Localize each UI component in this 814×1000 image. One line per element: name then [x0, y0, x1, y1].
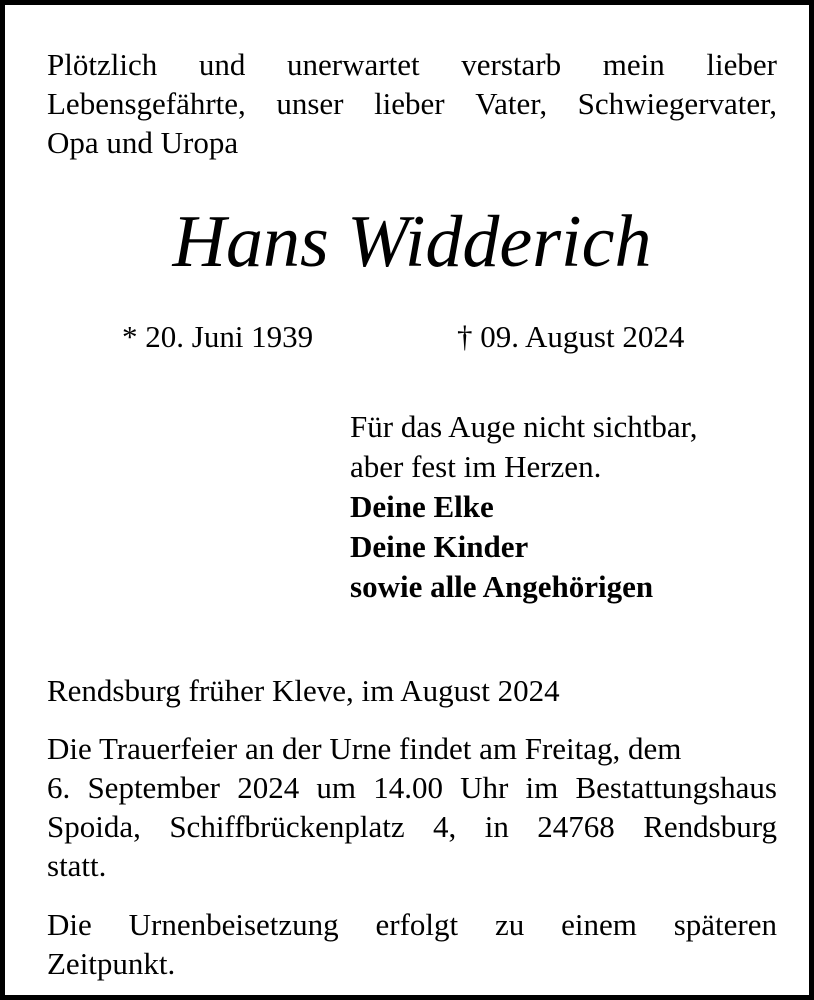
burial-word: Die [47, 907, 92, 942]
ceremony-word: 14.00 [373, 770, 443, 805]
intro-word: mein [602, 47, 665, 82]
intro-word: verstarb [461, 47, 562, 82]
ceremony-line-4 [47, 846, 777, 885]
intro-word: lieber [706, 47, 777, 82]
intro-word: Plötzlich [47, 47, 158, 82]
signature-relatives: sowie alle Angehörigen [350, 569, 654, 604]
burial-line-1 [47, 905, 777, 944]
intro-word: unser [276, 86, 344, 121]
intro-line-2 [47, 84, 777, 123]
birth-date: * 20. Juni 1939 [122, 319, 314, 354]
signature-children: Deine Kinder [350, 529, 529, 564]
ceremony-paragraph [47, 729, 777, 885]
burial-word: erfolgt [375, 907, 459, 942]
ceremony-word: 24768 [537, 809, 615, 844]
burial-paragraph [47, 905, 777, 983]
ceremony-line-2 [47, 768, 777, 807]
intro-word: und [198, 47, 246, 82]
burial-text: Zeitpunkt. [47, 946, 176, 981]
burial-word: späteren [673, 907, 777, 942]
intro-word: Vater, [475, 86, 548, 121]
deceased-name: Hans Widderich [172, 201, 652, 283]
burial-word: Urnenbeisetzung [128, 907, 339, 942]
ceremony-word: Rendsburg [643, 809, 777, 844]
ceremony-word: um [316, 770, 357, 805]
intro-word: lieber [374, 86, 445, 121]
death-date: † 09. August 2024 [457, 319, 685, 354]
intro-line-1 [47, 45, 777, 84]
signature-elke: Deine Elke [350, 489, 494, 524]
ceremony-word: September [87, 770, 221, 805]
ceremony-word: Schiffbrückenplatz [169, 809, 405, 844]
quote-line-2: aber fest im Herzen. [350, 449, 602, 484]
intro-word: Schwiegervater, [577, 86, 777, 121]
burial-line-2 [47, 944, 777, 983]
ceremony-text: Die Trauerfeier an der Urne findet am Freitag, dem [47, 731, 682, 766]
ceremony-word: Spoida, [47, 809, 141, 844]
ceremony-word: im [525, 770, 559, 805]
ceremony-text: statt. [47, 848, 107, 883]
ceremony-word: Uhr [460, 770, 509, 805]
ceremony-line-3 [47, 807, 777, 846]
intro-word: unerwartet [287, 47, 420, 82]
burial-word: einem [561, 907, 637, 942]
ceremony-line-1 [47, 729, 777, 768]
intro-word: Opa und Uropa [47, 125, 239, 160]
ceremony-word: Bestattungshaus [575, 770, 777, 805]
ceremony-word: 2024 [237, 770, 300, 805]
ceremony-word: 6. [47, 770, 71, 805]
intro-paragraph [47, 45, 777, 162]
quote-line-1: Für das Auge nicht sichtbar, [350, 409, 698, 444]
ceremony-word: 4, [433, 809, 457, 844]
place-date: Rendsburg früher Kleve, im August 2024 [47, 673, 560, 708]
intro-line-3 [47, 123, 777, 162]
ceremony-word: in [484, 809, 509, 844]
intro-word: Lebensgefährte, [47, 86, 246, 121]
burial-word: zu [494, 907, 525, 942]
